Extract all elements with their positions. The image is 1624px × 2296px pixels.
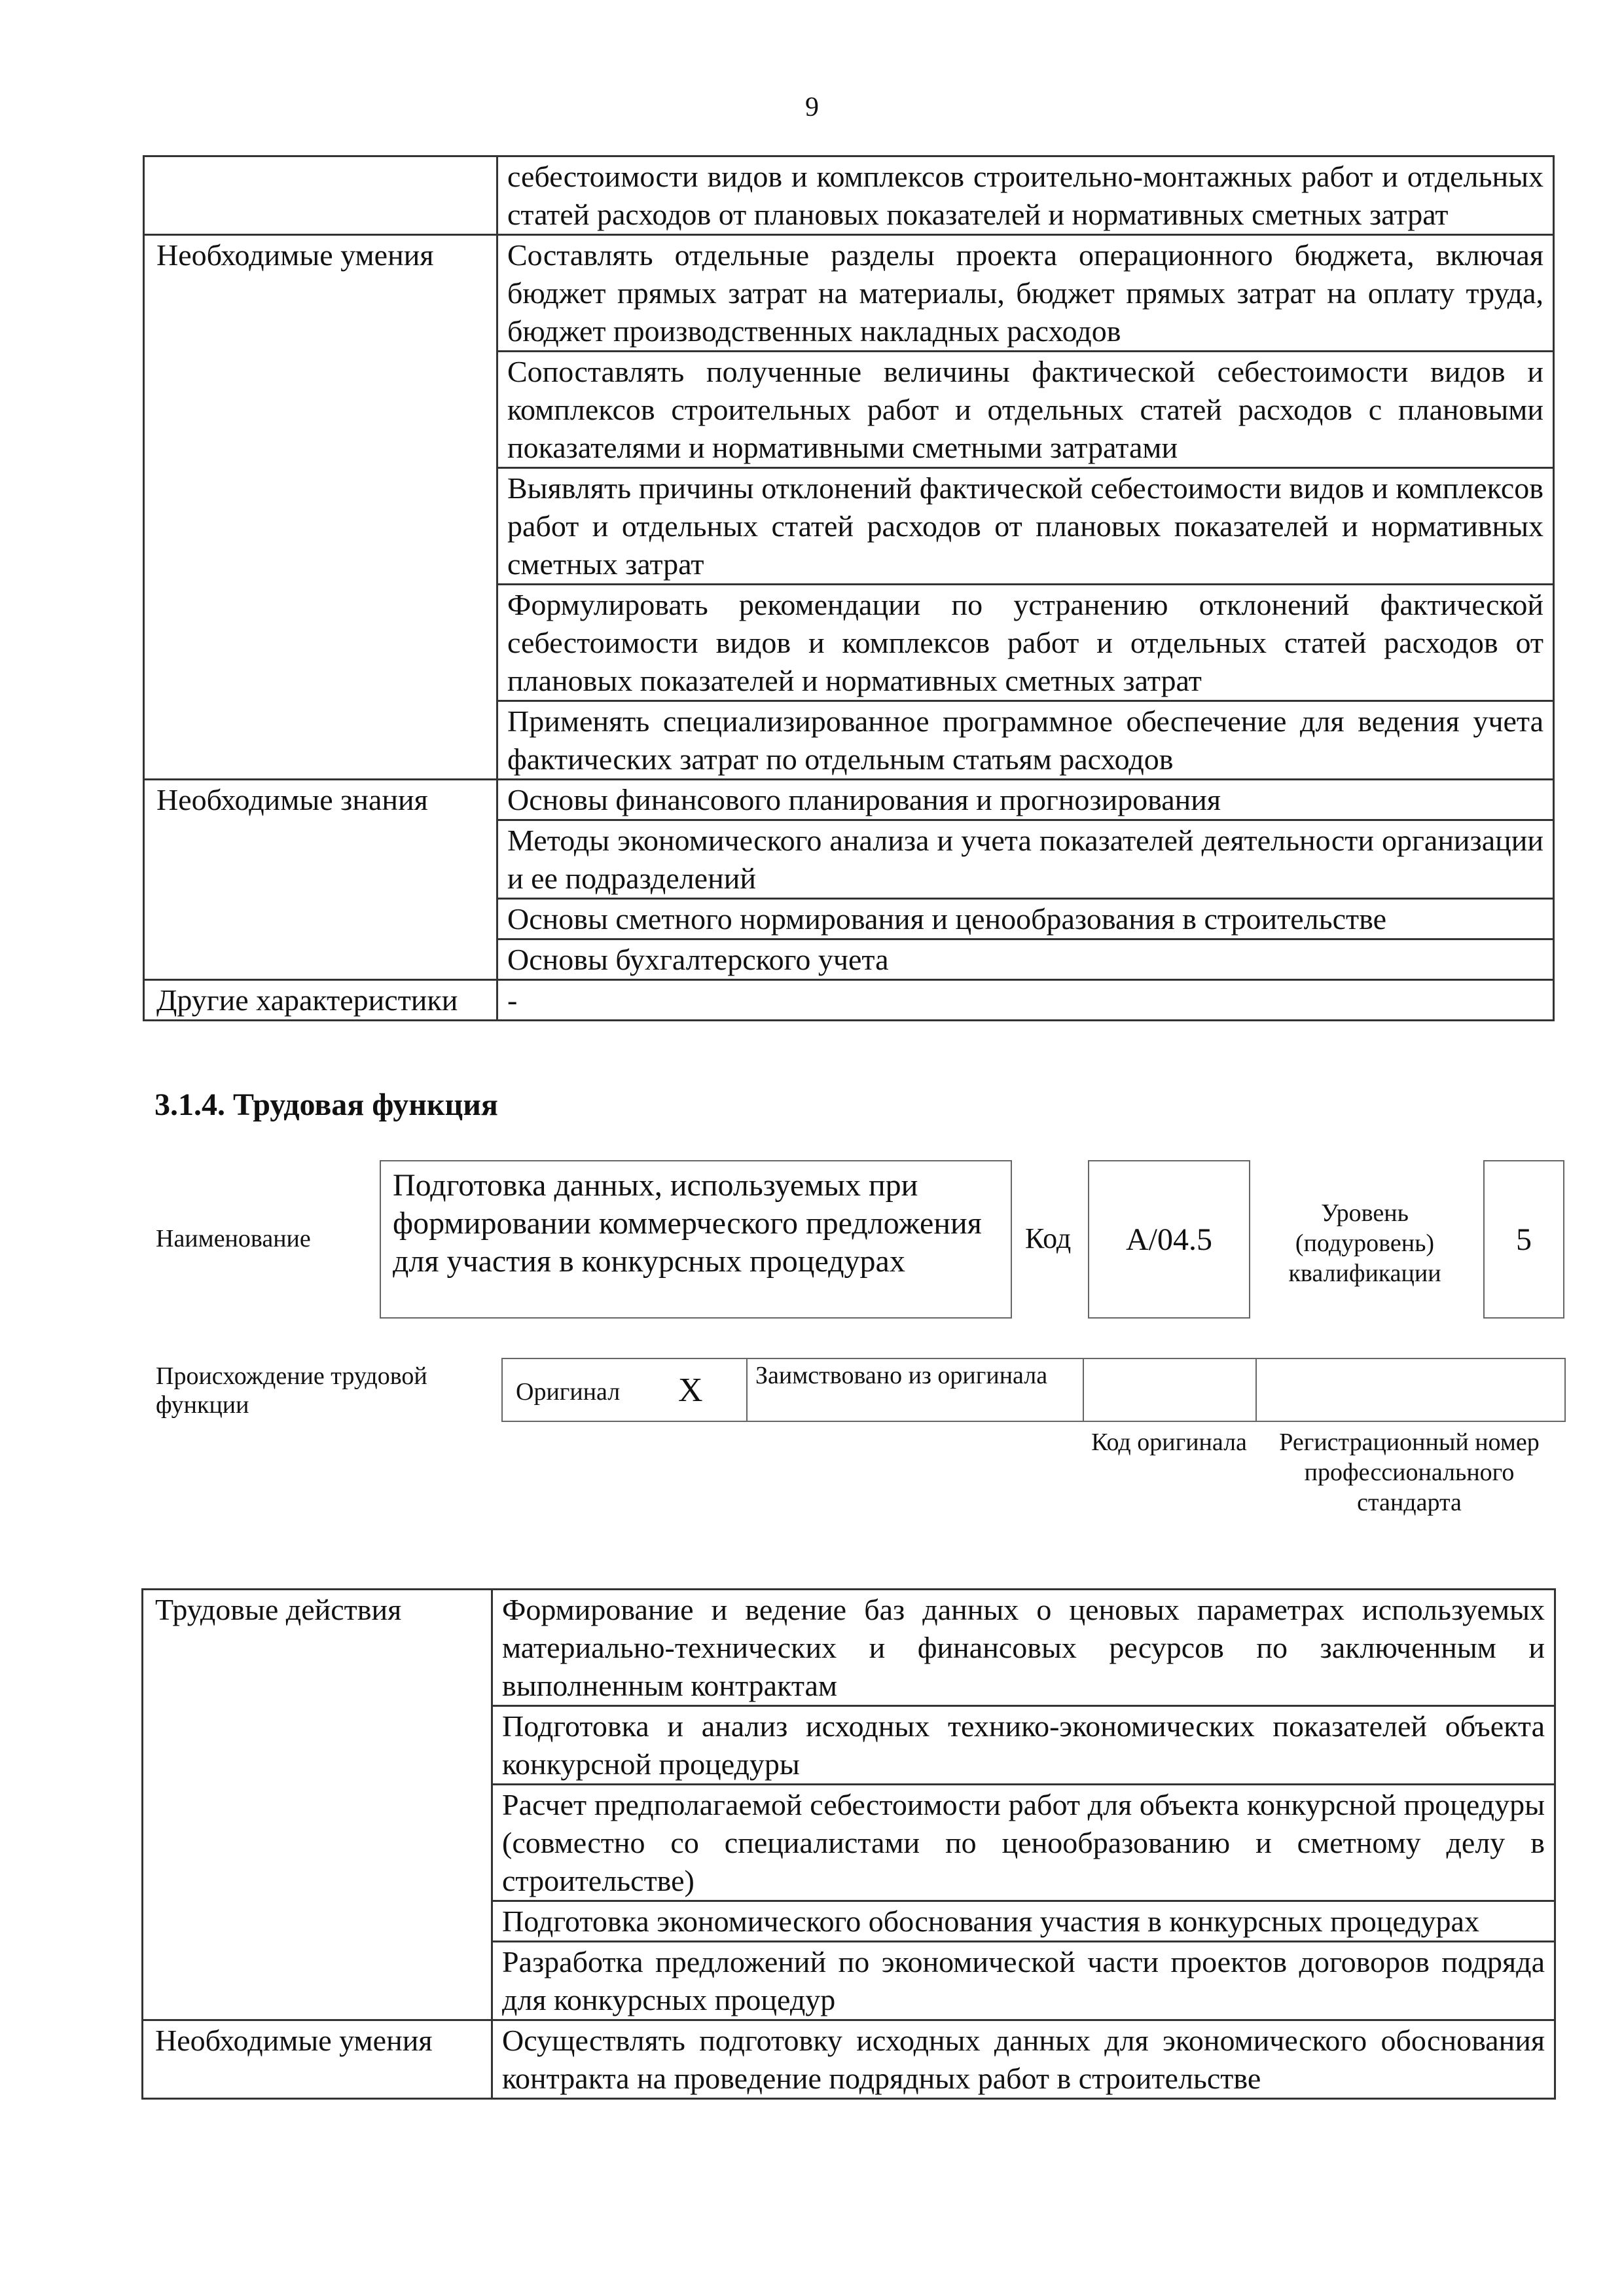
row-value: Сопоставлять полученные величины фактической себестоимости видов и комплексов строительных работ и отдельных статей расходов с плановыми показателями и нормативными сметными затратами: [497, 352, 1554, 468]
row-value: Основы бухгалтерского учета: [497, 939, 1554, 980]
table-row: [144, 980, 1554, 1021]
row-value: Подготовка и анализ исходных технико-экономических показателей объекта конкурсной процедуры: [492, 1706, 1555, 1785]
function-code-box: A/04.5: [1088, 1160, 1250, 1319]
row-value: Расчет предполагаемой себестоимости работ для объекта конкурсной процедуры (совместно со специалистами по ценообразованию и сметному делу в строительстве): [492, 1785, 1555, 1901]
row-value: Выявлять причины отклонений фактической себестоимости видов и комплексов работ и отдельных статей расходов от плановых показателей и нормативных сметных затрат: [497, 468, 1554, 585]
section-title: 3.1.4. Трудовая функция: [154, 1087, 498, 1122]
row-value: Разработка предложений по экономической части проектов договоров подряда для конкурсных процедур: [492, 1942, 1555, 2020]
row-value: Основы сметного нормирования и ценообразования в строительстве: [497, 899, 1554, 939]
table-row: [144, 235, 1554, 352]
regnum-caption: Регистрационный номер профессионального стандарта: [1279, 1429, 1540, 1516]
row-label: Необходимые умения: [143, 2020, 492, 2099]
row-value: -: [497, 980, 1554, 1021]
labor-actions-table: [141, 1588, 1556, 2100]
row-label: Необходимые умения: [144, 235, 497, 780]
origin-label: Происхождение трудовой функции: [156, 1362, 427, 1419]
row-value: Подготовка экономического обоснования участия в конкурсных процедурах: [492, 1901, 1555, 1942]
row-value: Основы финансового планирования и прогнозирования: [497, 780, 1554, 820]
row-label: Трудовые действия: [143, 1590, 492, 2020]
row-value: Формулировать рекомендации по устранению отклонений фактической себестоимости видов и комплексов работ и отдельных статей расходов от плановых показателей и нормативных сметных затрат: [497, 585, 1554, 701]
level-value-box: 5: [1483, 1160, 1564, 1319]
table-row: [143, 1590, 1555, 1706]
page-number: 9: [805, 92, 819, 122]
row-value: Осуществлять подготовку исходных данных для экономического обоснования контракта на проведение подрядных работ в строительстве: [492, 2020, 1555, 2099]
row-value: Формирование и ведение баз данных о ценовых параметрах используемых материально-технических и финансовых ресурсов по заключенным и выполненным контрактам: [492, 1590, 1555, 1706]
code-caption: Код оригинала: [1091, 1429, 1247, 1456]
table-row: [143, 2020, 1555, 2099]
code-label: Код: [1025, 1222, 1072, 1254]
borrowed-label: Заимствовано из оригинала: [755, 1362, 1048, 1389]
table-row: [144, 156, 1554, 235]
level-label: Уровень (подуровень) квалификации: [1288, 1199, 1441, 1287]
original-mark: X: [678, 1372, 703, 1409]
borrowed-cell: [748, 1359, 1084, 1421]
row-label: Другие характеристики: [144, 980, 497, 1021]
skills-knowledge-table: [143, 155, 1555, 1021]
original-cell: [503, 1359, 748, 1421]
row-value: Применять специализированное программное обеспечение для ведения учета фактических затрат по отдельным статьям расходов: [497, 701, 1554, 780]
row-value: себестоимости видов и комплексов строительно-монтажных работ и отдельных статей расходов от плановых показателей и нормативных сметных затрат: [497, 156, 1554, 235]
origin-row: [501, 1358, 1566, 1422]
regnum-cell: [1257, 1359, 1564, 1421]
row-value: Методы экономического анализа и учета показателей деятельности организации и ее подразделений: [497, 820, 1554, 899]
name-label: Наименование: [156, 1225, 311, 1252]
table-row: [144, 780, 1554, 820]
row-value: Составлять отдельные разделы проекта операционного бюджета, включая бюджет прямых затрат на материалы, бюджет прямых затрат на оплату труда, бюджет производственных накладных расходов: [497, 235, 1554, 352]
original-label: Оригинал: [516, 1378, 621, 1406]
row-label: Необходимые знания: [144, 780, 497, 980]
original-code-cell: [1084, 1359, 1257, 1421]
function-name-box: Подготовка данных, используемых при формировании коммерческого предложения для участия в конкурсных процедурах: [380, 1160, 1012, 1319]
row-label: [144, 156, 497, 235]
